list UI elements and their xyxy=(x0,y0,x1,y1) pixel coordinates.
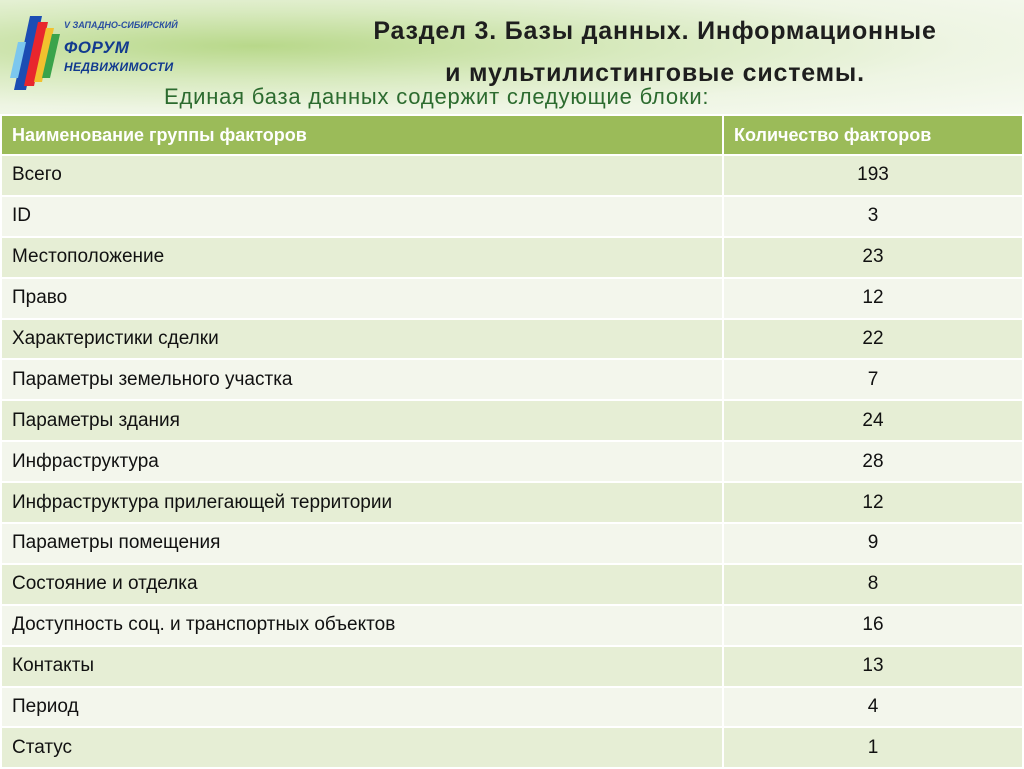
table-row xyxy=(1,687,1023,728)
header-group-name: Наименование группы факторов xyxy=(1,115,723,155)
row-count: 4 xyxy=(723,687,1023,728)
slide-title xyxy=(260,10,1024,94)
table-row xyxy=(1,482,1023,523)
row-name: Всего xyxy=(1,155,723,196)
row-name: Доступность соц. и транспортных объектов xyxy=(1,605,723,646)
row-name: Параметры здания xyxy=(1,400,723,441)
row-count: 12 xyxy=(723,482,1023,523)
row-name: Инфраструктура прилегающей территории xyxy=(1,482,723,523)
table-row xyxy=(1,359,1023,400)
row-count: 1 xyxy=(723,727,1023,768)
row-count: 7 xyxy=(723,359,1023,400)
table-header-row xyxy=(1,115,1023,155)
title-line-1: Раздел 3. Базы данных. Информационные xyxy=(373,17,937,45)
row-name: Характеристики сделки xyxy=(1,319,723,360)
row-count: 28 xyxy=(723,441,1023,482)
table-row xyxy=(1,564,1023,605)
row-name: Контакты xyxy=(1,646,723,687)
row-count: 16 xyxy=(723,605,1023,646)
table-row xyxy=(1,237,1023,278)
row-name: Период xyxy=(1,687,723,728)
table-row xyxy=(1,605,1023,646)
row-count: 13 xyxy=(723,646,1023,687)
row-count: 193 xyxy=(723,155,1023,196)
row-name: Статус xyxy=(1,727,723,768)
table-row xyxy=(1,278,1023,319)
row-name: Параметры помещения xyxy=(1,523,723,564)
logo-forum-text: ФОРУМ xyxy=(64,38,130,57)
forum-logo xyxy=(8,12,178,94)
row-name: Состояние и отделка xyxy=(1,564,723,605)
row-count: 8 xyxy=(723,564,1023,605)
row-count: 12 xyxy=(723,278,1023,319)
row-name: Местоположение xyxy=(1,237,723,278)
slide-subtitle: Единая база данных содержит следующие блоки: xyxy=(164,84,710,109)
table-row xyxy=(1,400,1023,441)
row-name: Инфраструктура xyxy=(1,441,723,482)
row-count: 22 xyxy=(723,319,1023,360)
row-count: 9 xyxy=(723,523,1023,564)
row-name: Право xyxy=(1,278,723,319)
row-name: ID xyxy=(1,196,723,237)
row-count: 23 xyxy=(723,237,1023,278)
table-row xyxy=(1,727,1023,768)
table-row xyxy=(1,196,1023,237)
table-row xyxy=(1,319,1023,360)
row-count: 24 xyxy=(723,400,1023,441)
logo-realty-text: НЕДВИЖИМОСТИ xyxy=(64,60,174,74)
header-factor-count: Количество факторов xyxy=(723,115,1023,155)
table-row xyxy=(1,155,1023,196)
row-count: 3 xyxy=(723,196,1023,237)
logo-subtitle: V ЗАПАДНО-СИБИРСКИЙ xyxy=(64,20,178,30)
logo-stripes-icon xyxy=(8,12,68,94)
table-row xyxy=(1,523,1023,564)
row-name: Параметры земельного участка xyxy=(1,359,723,400)
title-line-2: и мультилистинговые системы. xyxy=(445,59,865,87)
factors-table xyxy=(0,114,1024,769)
table-row xyxy=(1,646,1023,687)
table-row xyxy=(1,441,1023,482)
